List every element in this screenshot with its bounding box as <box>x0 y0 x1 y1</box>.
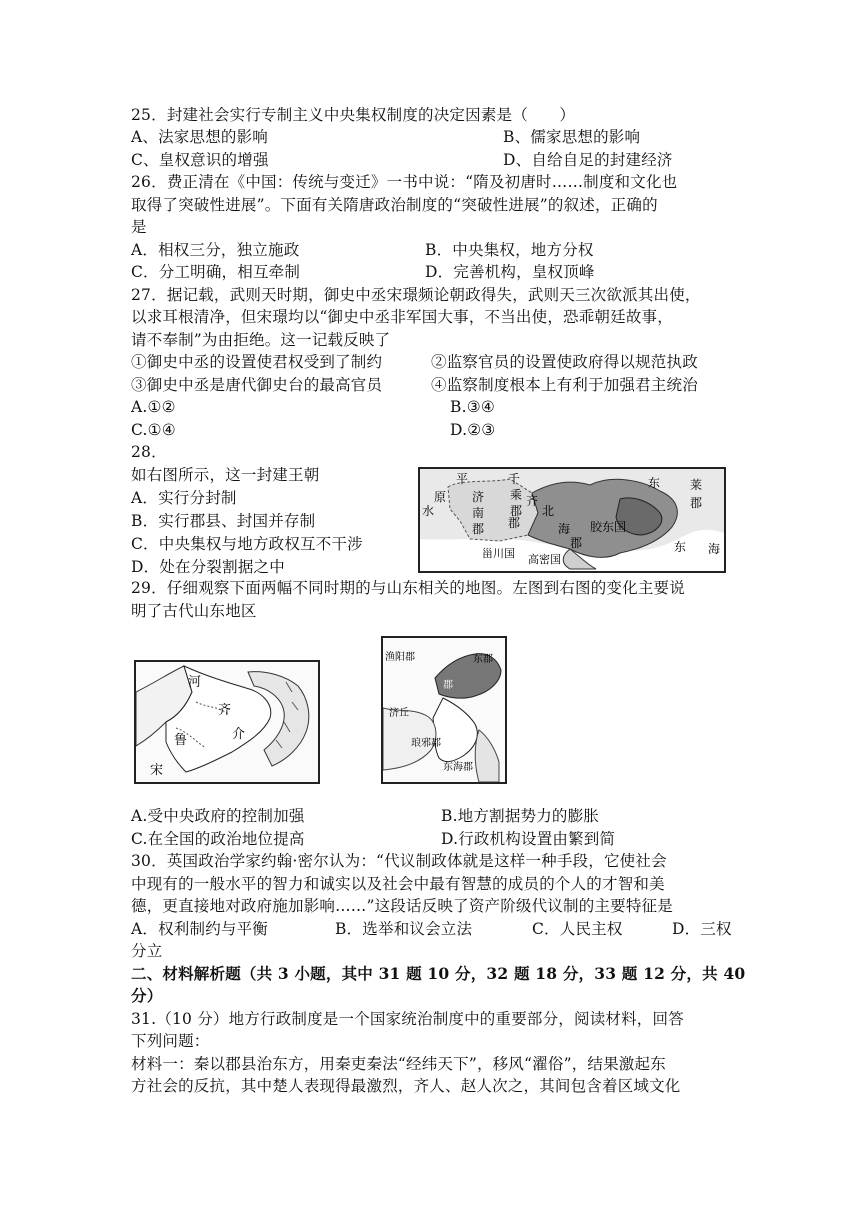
q28-map-label: 北 <box>542 504 555 518</box>
q27-option-b: B.③④ <box>450 398 495 416</box>
q27-statement-2: ②监察官员的设置使政府得以规范执政 <box>431 353 698 371</box>
q28-option-b: B．实行郡县、封国并存制 <box>131 512 316 530</box>
q26-line3: 是 <box>131 218 147 236</box>
q28-map-label: 平 <box>456 472 469 486</box>
q26-option-d: D．完善机构，皇权顶峰 <box>425 263 595 281</box>
q31-line1: 31.（10 分）地方行政制度是一个国家统治制度中的重要部分，阅读材料，回答 <box>131 1010 684 1028</box>
q28-map-label: 郡 <box>570 536 583 550</box>
q27-statement-4: ④监察制度根本上有利于加强君主统治 <box>431 376 698 394</box>
q28-map-label: 南 <box>472 506 485 520</box>
q28-map-label: 千 <box>508 472 521 486</box>
q28-map-label: 甾川国 <box>482 547 515 560</box>
q29-left-map-label: 鲁 <box>174 733 188 748</box>
q28-map-label: 高密国 <box>528 553 561 566</box>
q31-line2: 下列问题： <box>131 1032 210 1050</box>
q29-left-map-label: 齐 <box>218 703 232 718</box>
section2-heading: 二、材料解析题（共 3 小题，其中 31 题 10 分，32 题 18 分，33 题 12 分，共 40 <box>131 964 746 983</box>
q28-map-label: 郡 <box>690 496 703 510</box>
q28-option-c: C．中央集权与地方政权互不干涉 <box>131 535 363 553</box>
q28-map-label: 胶东国 <box>590 520 627 534</box>
q31-line4: 方社会的反抗，其中楚人表现得最激烈，齐人、赵人次之，其间包含着区域文化 <box>131 1077 681 1095</box>
q30-option-a: A．权利制约与平衡 <box>131 920 268 938</box>
q28-stem: 如右图所示，这一封建王朝 <box>131 466 320 484</box>
q25-stem: 25．封建社会实行专制主义中央集权制度的决定因素是（ ） <box>131 106 576 124</box>
q29-right-map-label: 琅邪郡 <box>411 738 441 749</box>
q29-right-map-drawing <box>383 638 505 782</box>
q30-line1: 30．英国政治学家约翰·密尔认为：“代议制政体就是这样一种手段，它使社会 <box>131 852 667 870</box>
q28-map-label: 郡 <box>510 504 523 518</box>
q26-option-b: B．中央集权，地方分权 <box>425 241 594 259</box>
q28-map-label: 海 <box>558 522 571 536</box>
q29-line1: 29．仔细观察下面两幅不同时期的与山东相关的地图。左图到右图的变化主要说 <box>131 579 685 597</box>
q28-map-label: 原 <box>434 490 447 504</box>
q30-line3: 德，更直接地对政府施加影响……”这段话反映了资产阶级代议制的主要特征是 <box>131 897 673 915</box>
q28-map-label: 东 <box>674 540 687 554</box>
q29-left-map-label: 介 <box>232 727 246 742</box>
q28-map-label: 郡 <box>508 516 521 530</box>
q26-line1: 26．费正清在《中国：传统与变迁》一书中说：“隋及初唐时……制度和文化也 <box>131 173 678 191</box>
q28-number: 28． <box>131 443 167 461</box>
q30-option-c: C．人民主权 <box>532 920 623 938</box>
q25-option-c: C、皇权意识的增强 <box>131 151 269 169</box>
q28-map-label: 齐 <box>526 494 539 508</box>
q29-option-d: D.行政机构设置由繁到简 <box>441 830 616 848</box>
q29-option-a: A.受中央政府的控制加强 <box>131 807 305 825</box>
q30-option-d-cont: 分立 <box>131 942 163 960</box>
q29-option-c: C.在全国的政治地位提高 <box>131 830 305 848</box>
q28-option-a: A．实行分封制 <box>131 489 237 507</box>
q30-option-b: B．选举和议会立法 <box>335 920 473 938</box>
q27-statement-1: ①御史中丞的设置使君权受到了制约 <box>131 353 383 371</box>
q25-option-b: B、儒家思想的影响 <box>503 128 641 146</box>
q29-right-map-label: 渔阳郡 <box>385 652 415 663</box>
q29-right-map-label: 东海郡 <box>443 762 473 773</box>
q25-option-a: A、法家思想的影响 <box>131 128 268 146</box>
q30-line2: 中现有的一般水平的智力和诚实以及社会中最有智慧的成员的个人的才智和美 <box>131 875 665 893</box>
q27-statement-3: ③御史中丞是唐代御史台的最高官员 <box>131 376 383 394</box>
q29-left-map <box>134 660 320 784</box>
q27-line1: 27．据记载，武则天时期，御史中丞宋璟频论朝政得失，武则天三次欲派其出使， <box>131 286 701 304</box>
q28-map <box>418 467 726 573</box>
q30-option-d: D．三权 <box>672 920 732 938</box>
q28-map-label: 水 <box>422 504 435 518</box>
q28-map-label: 莱 <box>690 478 703 492</box>
q25-option-d: D、自给自足的封建经济 <box>503 151 673 169</box>
q29-right-map-label: 济丘 <box>389 708 409 719</box>
q28-map-label: 郡 <box>472 522 485 536</box>
q31-line3: 材料一：秦以郡县治东方，用秦吏秦法“经纬天下”，移风“濯俗”，结果激起东 <box>131 1055 666 1073</box>
q26-option-c: C．分工明确，相互牵制 <box>131 263 301 281</box>
q29-line2: 明了古代山东地区 <box>131 602 257 620</box>
q26-option-a: A．相权三分，独立施政 <box>131 241 300 259</box>
q27-option-d: D.②③ <box>450 421 496 439</box>
q28-map-label: 乘 <box>510 488 523 502</box>
q29-left-map-drawing <box>136 662 318 782</box>
q29-option-b: B.地方割据势力的膨胀 <box>441 807 600 825</box>
q29-left-map-label: 宋 <box>150 763 164 778</box>
q28-map-label: 济 <box>472 490 485 504</box>
q29-right-map-label: 郡 <box>443 680 453 691</box>
section2-heading-cont: 分） <box>131 986 163 1005</box>
q27-line3: 请不奉制”为由拒绝。这一记载反映了 <box>131 331 391 349</box>
q27-option-a: A.①② <box>131 398 176 416</box>
q28-map-drawing <box>420 469 724 571</box>
q29-left-map-label: 河 <box>188 675 202 690</box>
q28-map-label: 东 <box>648 476 661 490</box>
q28-map-label: 海 <box>708 542 721 556</box>
q29-right-map <box>381 636 507 784</box>
q26-line2: 取得了突破性进展”。下面有关隋唐政治制度的“突破性进展”的叙述，正确的 <box>131 196 658 214</box>
q27-option-c: C.①④ <box>131 421 176 439</box>
q27-line2: 以求耳根清净，但宋璟均以“御史中丞非军国大事，不当出使，恐乖朝廷故事， <box>131 308 673 326</box>
q28-option-d: D．处在分裂割据之中 <box>131 558 285 576</box>
q29-right-map-label: 东郡 <box>473 654 493 665</box>
